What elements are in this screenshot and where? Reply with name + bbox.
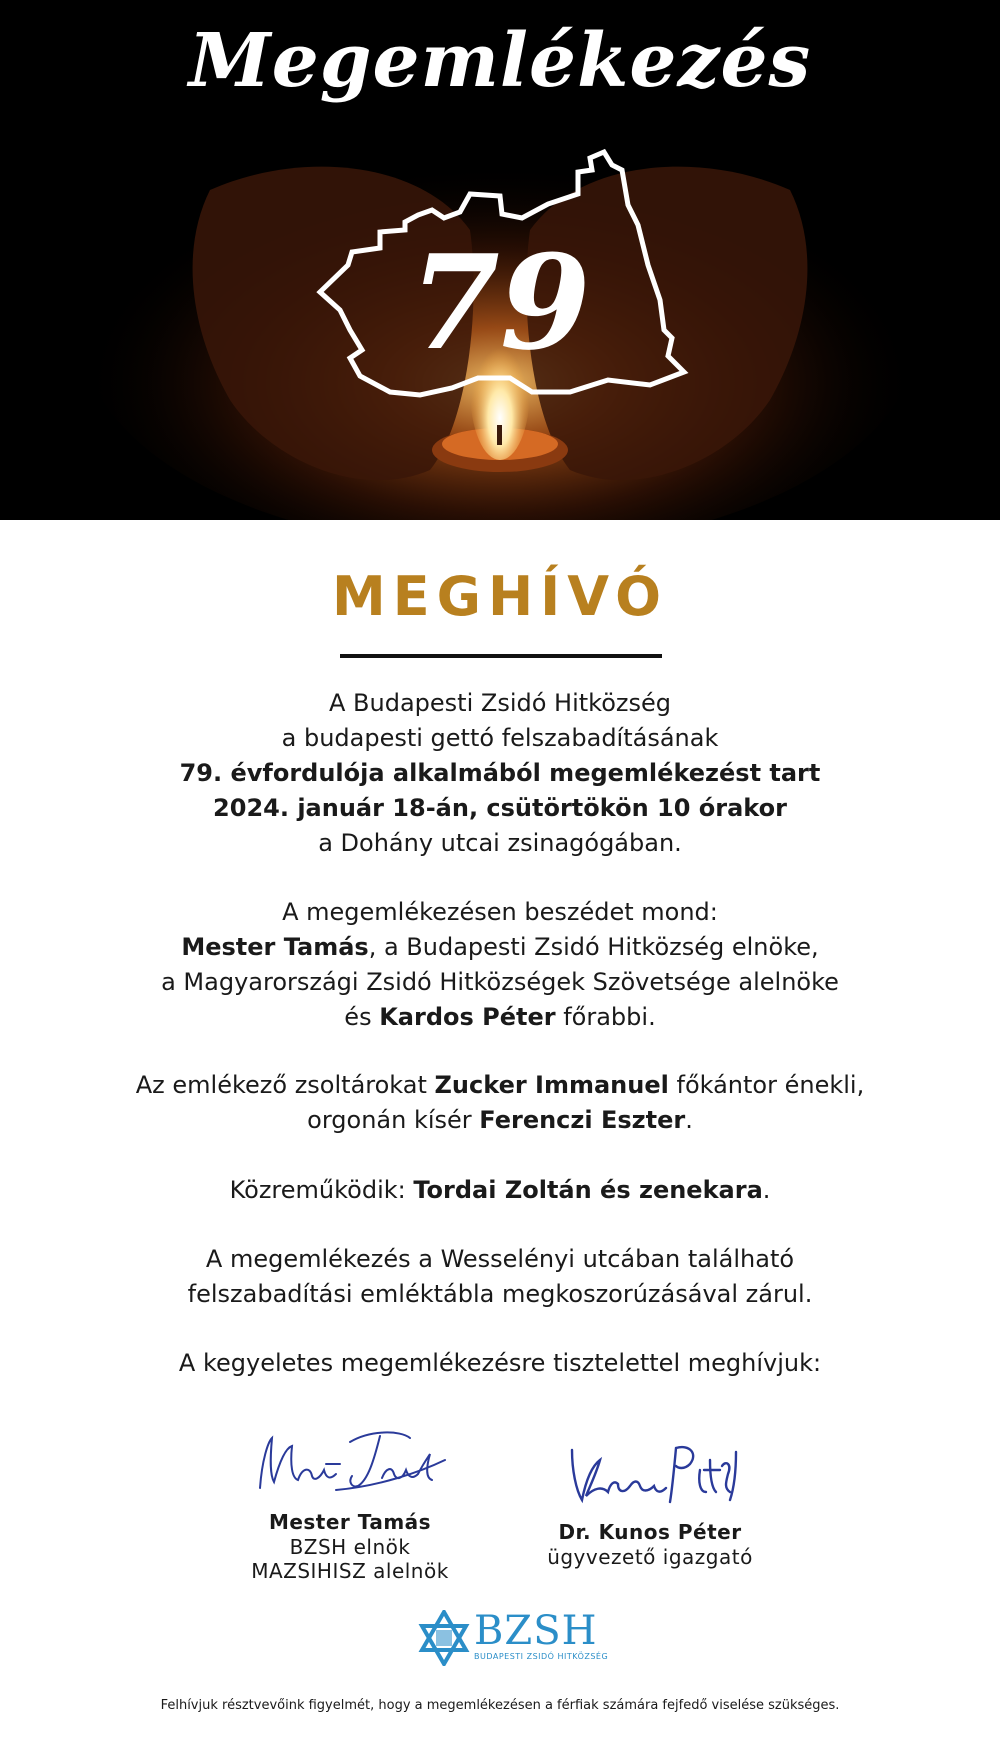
organist-name: Ferenczi Eszter — [479, 1106, 686, 1134]
signer-role-2: ügyvezető igazgató — [547, 1545, 753, 1569]
cantor-role: főkántor énekli, — [668, 1071, 865, 1099]
paragraph-music — [40, 1068, 960, 1138]
music-line-2 — [40, 1103, 960, 1138]
paragraph-event — [40, 686, 960, 861]
speakers-line-1: A megemlékezésen beszédet mond: — [282, 898, 718, 926]
speakers-line-3: a Magyarországi Zsidó Hitközségek Szövetsége alelnöke — [161, 968, 839, 996]
speaker-title-1: , a Budapesti Zsidó Hitközség elnöke, — [368, 933, 819, 961]
speakers-line-4 — [40, 1000, 960, 1035]
event-date: 2024. január 18-án, csütörtökön 10 órakor — [213, 794, 787, 822]
invitation-line: A kegyeletes megemlékezésre tisztelettel meghívjuk: — [178, 1349, 822, 1377]
cantor-name: Zucker Immanuel — [434, 1071, 669, 1099]
speakers-conjunction: és — [344, 1003, 380, 1031]
event-line-1: A Budapesti Zsidó Hitközség — [329, 689, 671, 717]
signature-block-right — [500, 1430, 800, 1569]
logo-text: BZSH — [474, 1608, 598, 1654]
signer-role-1a: BZSH elnök — [289, 1535, 411, 1559]
paragraph-performers — [40, 1173, 960, 1208]
invitation-heading: MEGHÍVÓ — [332, 565, 668, 628]
organ-end: . — [685, 1106, 693, 1134]
speakers-line-2 — [40, 930, 960, 965]
event-line-5: a Dohány utcai zsinagógában. — [318, 829, 682, 857]
paragraph-speakers — [40, 895, 960, 1035]
hero-title: Megemlékezés — [188, 18, 812, 104]
footer-note: Felhívjuk résztvevőink figyelmét, hogy a megemlékezésen a férfiak számára fejfedő viselése szükséges. — [160, 1698, 840, 1713]
signer-name-2: Dr. Kunos Péter — [558, 1520, 742, 1544]
heading-divider — [340, 654, 662, 658]
closing-line-1: A megemlékezés a Wesselényi utcában található — [205, 1245, 795, 1273]
event-line-4 — [40, 791, 960, 826]
signature-kunos-peter — [550, 1430, 750, 1520]
bzsh-logo — [418, 1608, 609, 1668]
star-of-david-icon — [418, 1610, 470, 1666]
paragraph-closing-ceremony — [40, 1242, 960, 1312]
speaker-name-1: Mester Tamás — [181, 933, 369, 961]
music-intro: Az emlékező zsoltárokat — [135, 1071, 435, 1099]
logo-subtitle: BUDAPESTI ZSIDÓ HITKÖZSÉG — [474, 1652, 609, 1661]
event-line-2: a budapesti gettó felszabadításának — [281, 724, 719, 752]
signature-mester-tamas — [240, 1420, 460, 1510]
hero-banner — [0, 0, 1000, 520]
signer-name-1: Mester Tamás — [268, 1510, 432, 1534]
performers-line — [40, 1173, 960, 1208]
anniversary-number: 79 — [409, 226, 591, 379]
speaker-title-2: főrabbi. — [555, 1003, 656, 1031]
organ-intro: orgonán kísér — [307, 1106, 480, 1134]
closing-line-2: felszabadítási emléktábla megkoszorúzásával zárul. — [187, 1280, 813, 1308]
event-anniversary: 79. évfordulója alkalmából megemlékezést tart — [179, 759, 821, 787]
signature-block-left — [200, 1420, 500, 1583]
paragraph-invitation — [40, 1346, 960, 1381]
speaker-name-2: Kardos Péter — [379, 1003, 556, 1031]
performers-end: . — [762, 1176, 771, 1204]
music-line-1 — [40, 1068, 960, 1103]
band-name: Tordai Zoltán és zenekara — [413, 1176, 763, 1204]
performers-intro: Közreműködik: — [229, 1176, 414, 1204]
event-line-3 — [40, 756, 960, 791]
signer-role-1b: MAZSIHISZ alelnök — [251, 1559, 449, 1583]
